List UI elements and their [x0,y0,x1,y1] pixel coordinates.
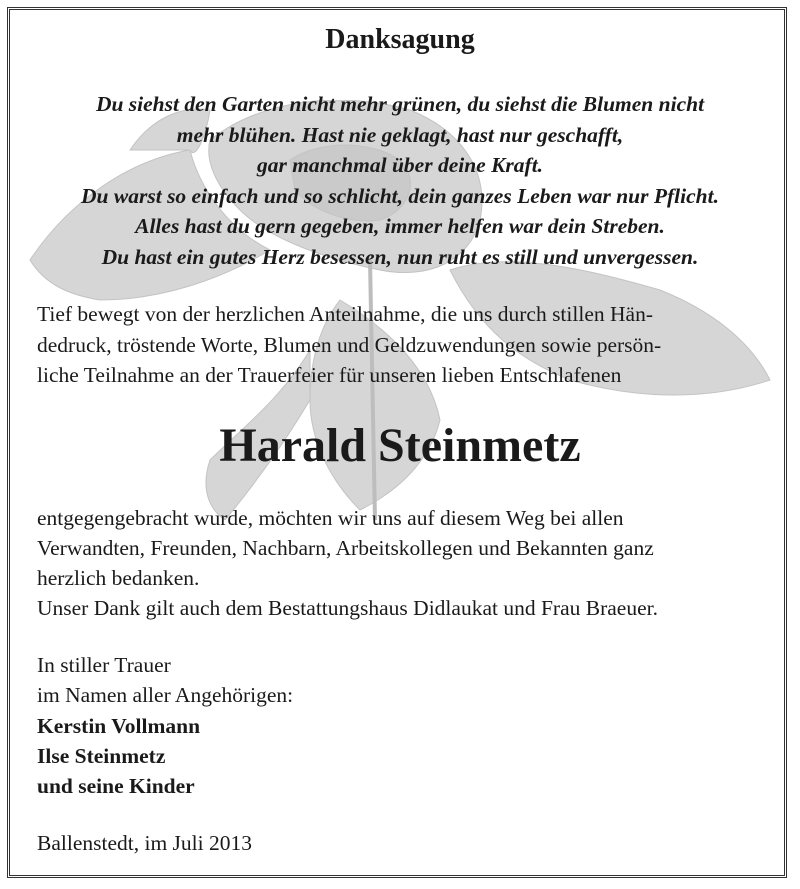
signatory: Kerstin Vollmann [37,714,201,738]
intro-line: Tief bewegt von der herzlichen Anteilnahme, die uns durch stillen Hän- [37,302,653,326]
poem-line: mehr blühen. Hast nie geklagt, hast nur geschafft, [176,123,624,147]
thanks-line: Verwandten, Freunden, Nachbarn, Arbeitskollegen und Bekannten ganz [37,536,654,560]
poem-line: Du hast ein gutes Herz besessen, nun ruht es still und unvergessen. [101,245,699,269]
place-date: Ballenstedt, im Juli 2013 [37,831,252,855]
intro-line: liche Teilnahme an der Trauerfeier für unseren lieben Entschlafenen [37,363,622,387]
poem-line: gar manchmal über deine Kraft. [256,153,544,177]
mourning-line: im Namen aller Angehörigen: [37,683,294,707]
thanks-line: entgegengebracht wurde, möchten wir uns auf diesem Weg bei allen [37,506,624,530]
notice-title: Danksagung [325,24,475,55]
poem-line: Du siehst den Garten nicht mehr grünen, du siehst die Blumen nicht [95,92,705,116]
signatory: und seine Kinder [37,774,195,798]
mourning-line: In stiller Trauer [37,653,171,677]
signatory: Ilse Steinmetz [37,744,166,768]
thanks-line: herzlich bedanken. [37,566,200,590]
intro-line: dedruck, tröstende Worte, Blumen und Geldzuwendungen sowie persön- [37,333,662,357]
thanks-line: Unser Dank gilt auch dem Bestattungshaus Didlaukat und Frau Braeuer. [37,596,658,620]
poem-line: Du warst so einfach und so schlicht, dein ganzes Leben war nur Pflicht. [81,184,719,208]
deceased-name: Harald Steinmetz [219,419,581,472]
poem-line: Alles hast du gern gegeben, immer helfen war dein Streben. [135,214,665,238]
